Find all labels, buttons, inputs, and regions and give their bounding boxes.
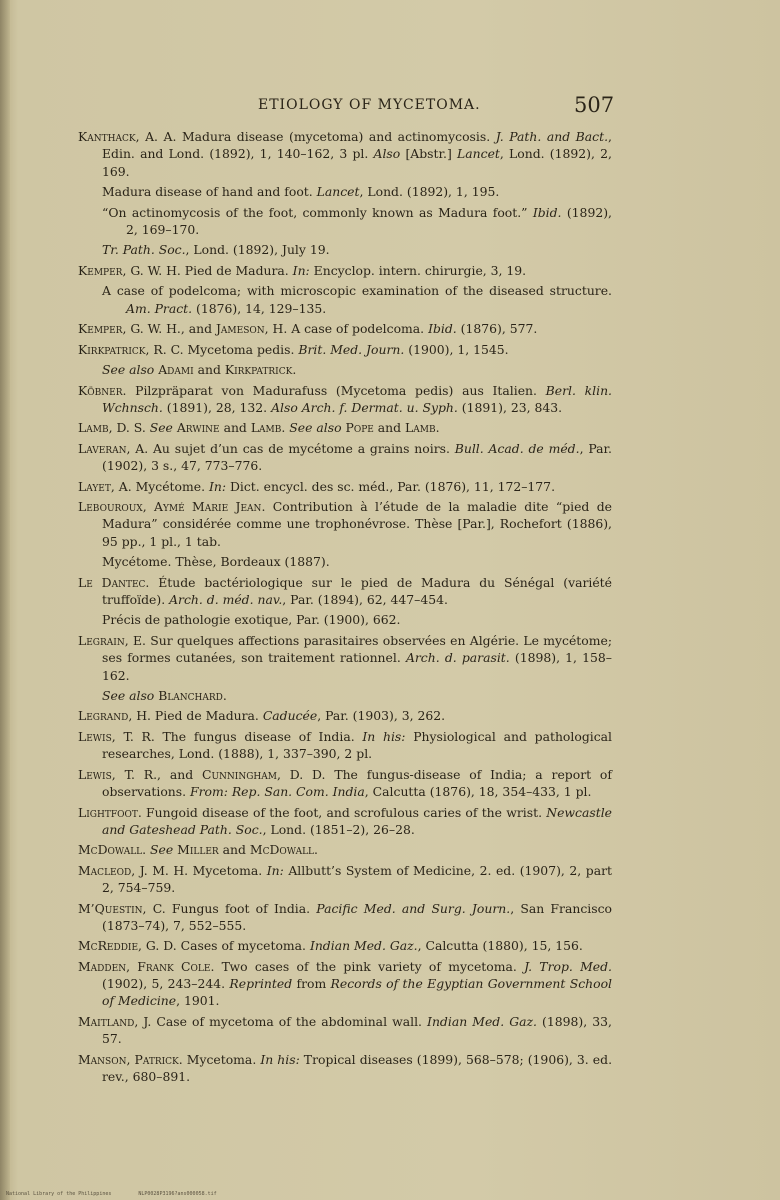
entry-text: Madura disease of hand and foot. xyxy=(102,184,317,200)
page-binding-edge xyxy=(0,0,10,1200)
bibliography-subentry xyxy=(102,183,612,200)
author-name: Lebouroux, Aymé Marie Jean xyxy=(78,499,262,515)
entry-text: , G. D. Cases of mycetoma. xyxy=(138,938,310,954)
italic-text: Lancet xyxy=(457,146,500,162)
bibliography-entry xyxy=(78,862,612,897)
italic-text: Also xyxy=(373,146,401,162)
author-name: McDowall xyxy=(249,842,315,858)
entry-text: Dict. encycl. des sc. méd., Par. (1876), 11, 172–177. xyxy=(226,478,556,494)
author-name: Lamb xyxy=(78,420,109,436)
bibliography-entry xyxy=(78,419,612,436)
author-name: Laveran xyxy=(78,440,127,456)
author-name: Lightfoot xyxy=(78,804,138,820)
italic-text: See xyxy=(149,420,173,436)
entry-text: , G. W. H. Pied de Madura. xyxy=(122,262,293,278)
entry-text: (1891), 23, 843. xyxy=(457,399,563,415)
entry-text: , A. Mycétome. xyxy=(110,478,209,494)
italic-text: Lancet xyxy=(316,184,360,200)
entry-text: A case of podelcoma; with microscopic examination of the diseased structure. xyxy=(102,283,612,299)
bibliography-entry xyxy=(78,728,612,763)
entry-text: Allbutt’s System of Medicine, 2. ed. (1907), 2, part 2, 754–759. xyxy=(102,862,612,896)
page-header xyxy=(0,93,780,117)
entry-text: , D. S. xyxy=(108,420,150,436)
entry-text: , Lond. (1892), 2, 169. xyxy=(102,146,612,179)
entry-text: , Lond. (1851–2), 26–28. xyxy=(262,821,415,837)
author-name: Kanthack xyxy=(78,129,136,144)
bibliography-subentry xyxy=(102,553,612,570)
bibliography-entry xyxy=(78,841,612,858)
author-name: Legrain xyxy=(78,632,125,648)
entry-text: , D. D. The fungus-disease of India; a report of observations. xyxy=(102,766,612,800)
entry-text: “On actinomycosis of the foot, commonly known as Madura foot.” xyxy=(102,204,533,220)
italic-text: Newcastle and Gateshead Path. Soc. xyxy=(102,804,612,837)
italic-text: In his: xyxy=(362,728,406,744)
bibliography-subentry xyxy=(102,611,612,628)
entry-text: . Mycetoma. xyxy=(178,1051,261,1067)
entry-text: (1891), 28, 132. xyxy=(162,399,272,415)
author-name: Cunningham xyxy=(201,766,277,782)
author-name: Blanchard xyxy=(158,687,223,703)
entry-text: Physiological and pathological researches, Lond. (1888), 1, 337–390, 2 pl. xyxy=(102,728,612,762)
author-name: Lamb xyxy=(405,420,436,436)
bibliography-entry xyxy=(78,478,612,495)
author-name: McDowall xyxy=(78,842,143,858)
entry-text: (1900), 1, 1545. xyxy=(404,341,509,357)
author-name: Kemper xyxy=(78,262,123,278)
bibliography-entry xyxy=(78,1051,612,1086)
bibliography-entry xyxy=(78,900,612,935)
entry-text: , 1901. xyxy=(176,993,220,1009)
entry-text: , T. R., and xyxy=(111,766,202,782)
footer-file-id: NLP0028P3196?ans000058.tif xyxy=(138,1191,217,1197)
entry-text: , T. R. The fungus disease of India. xyxy=(111,728,363,744)
bibliography-entry xyxy=(78,341,612,358)
author-name: Pope xyxy=(345,420,374,436)
entry-text: , E. Sur quelques affections parasitaires observées en Algérie. Le mycétome; ses formes cutanées, son traitement rationnel. xyxy=(102,632,612,666)
italic-text: Reprinted xyxy=(229,976,293,992)
author-name: Macleod xyxy=(78,862,132,878)
bibliography-subentry xyxy=(102,241,612,258)
entry-text: , A. Au sujet d’un cas de mycétome a grains noirs. xyxy=(126,440,455,456)
entry-text: (1892), 2, 169–170. xyxy=(126,204,612,237)
author-name: Lamb xyxy=(250,420,282,436)
entry-text: , G. W. H., and xyxy=(122,321,216,337)
author-name: Lewis xyxy=(78,728,112,744)
entry-text: , Calcutta (1880), 15, 156. xyxy=(417,938,583,954)
entry-text: . Étude bactériologique sur le pied de Madura du Sénégal (variété truffoïde). xyxy=(102,574,612,607)
entry-text: , J. M. H. Mycetoma. xyxy=(131,862,267,878)
italic-text: Also Arch. f. Dermat. u. Syph. xyxy=(271,399,458,415)
entry-text: (1898), 33, 57. xyxy=(102,1013,612,1047)
entry-text: , Par. (1902), 3 s., 47, 773–776. xyxy=(102,440,612,474)
author-name: Kirkpatrick xyxy=(224,362,293,378)
italic-text: See also xyxy=(289,420,342,436)
running-title: ETIOLOGY OF MYCETOMA. xyxy=(258,97,481,113)
entry-text: , Edin. and Lond. (1892), 1, 140–162, 3 pl. xyxy=(102,129,612,162)
author-name: Köbner xyxy=(78,382,123,398)
bibliography-entry xyxy=(78,262,612,279)
italic-text: From: Rep. San. Com. India xyxy=(190,784,365,800)
bibliography-entry xyxy=(78,320,612,337)
author-name: Layet xyxy=(78,478,111,494)
italic-text: Arch. d. parasit. xyxy=(405,650,510,666)
bibliography-entry xyxy=(78,937,612,954)
entry-text: , San Francisco (1873–74), 7, 552–555. xyxy=(102,900,612,933)
entry-text: , Par. (1903), 3, 262. xyxy=(317,708,446,724)
italic-text: In: xyxy=(292,262,310,278)
bibliography-subentry xyxy=(102,361,612,378)
bibliography-entry xyxy=(78,574,612,609)
italic-text: Berl. klin. Wchnsch. xyxy=(102,382,612,415)
bibliography-subentry xyxy=(102,204,612,239)
bibliography-entry xyxy=(78,498,612,550)
author-name: Kirkpatrick xyxy=(78,341,146,357)
entry-text: from xyxy=(292,976,331,992)
italic-text: Pacific Med. and Surg. Journ. xyxy=(316,900,511,916)
entry-text: . xyxy=(222,687,227,703)
bibliography-list xyxy=(78,128,612,1088)
italic-text: See also xyxy=(102,362,155,378)
bibliography-subentry xyxy=(102,687,612,704)
entry-text: Encyclop. intern. chirurgie, 3, 19. xyxy=(309,262,527,278)
bibliography-entry xyxy=(78,632,612,684)
italic-text: Arch. d. méd. nav. xyxy=(169,591,283,607)
entry-text: and xyxy=(219,420,251,436)
page-number: 507 xyxy=(574,93,615,117)
entry-text: . Pilzpräparat von Madurafuss (Mycetoma pedis) aus Italien. xyxy=(122,382,546,398)
entry-text: , Lond. (1892), July 19. xyxy=(185,242,330,258)
entry-text: , Par. (1894), 62, 447–454. xyxy=(282,591,448,607)
entry-text: and xyxy=(218,842,250,858)
footer-library: National Library of the Philippines xyxy=(6,1191,112,1197)
entry-text: , R. C. Mycetoma pedis. xyxy=(145,341,299,357)
entry-text: and xyxy=(373,420,406,436)
italic-text: In: xyxy=(208,478,227,494)
entry-text: . xyxy=(435,420,440,436)
author-name: McReddie xyxy=(78,938,139,954)
entry-text: Précis de pathologie exotique, Par. (1900), 662. xyxy=(102,612,401,628)
scan-footer xyxy=(6,1191,241,1197)
entry-text: , A. A. Madura disease (mycetoma) and actinomycosis. xyxy=(135,129,496,144)
bibliography-entry xyxy=(78,128,612,180)
bibliography-entry xyxy=(78,766,612,801)
entry-text: . xyxy=(142,842,151,858)
entry-text: (1902), 5, 243–244. xyxy=(102,976,230,992)
italic-text: Bull. Acad. de méd. xyxy=(454,440,580,456)
bibliography-entry xyxy=(78,707,612,724)
author-name: Madden, Frank Cole xyxy=(78,958,211,974)
entry-text: . Two cases of the pink variety of mycetoma. xyxy=(210,958,525,974)
entry-text: , J. Case of mycetoma of the abdominal wall. xyxy=(134,1013,428,1029)
entry-text: Mycétome. Thèse, Bordeaux (1887). xyxy=(102,554,330,570)
author-name: Adami xyxy=(158,362,194,378)
italic-text: Ibid. xyxy=(532,204,562,220)
bibliography-entry xyxy=(78,1013,612,1048)
entry-text: , H. Pied de Madura. xyxy=(128,708,263,724)
bibliography-subentry xyxy=(102,282,612,317)
italic-text: In: xyxy=(266,862,284,878)
entry-text: . xyxy=(281,420,290,436)
entry-text: . xyxy=(292,362,297,378)
author-name: Miller xyxy=(177,842,219,858)
bibliography-entry xyxy=(78,804,612,839)
italic-text: See also xyxy=(102,687,155,703)
italic-text: In his: xyxy=(260,1051,300,1067)
entry-text: , Calcutta (1876), 18, 354–433, 1 pl. xyxy=(364,784,592,800)
entry-text: , Lond. (1892), 1, 195. xyxy=(359,184,500,200)
italic-text: Caducée xyxy=(262,708,318,724)
author-name: Jameson xyxy=(215,321,265,337)
entry-text: . xyxy=(314,842,318,858)
italic-text: Am. Pract. xyxy=(126,300,193,316)
entry-text: [Abstr.] xyxy=(400,146,458,162)
author-name: Manson, Patrick xyxy=(78,1051,179,1067)
entry-text: . Contribution à l’étude de la maladie dite “pied de Madura” considérée comme une trophonévrose. Thèse [Par.], Rochefort (1886), 95 pp., 1 pl., 1 tab. xyxy=(102,499,612,549)
entry-text: (1898), 1, 158–162. xyxy=(102,650,612,683)
italic-text: Records of the Egyptian Government School of Medicine xyxy=(102,976,612,1009)
italic-text: Ibid. xyxy=(428,321,457,337)
entry-text: , H. A case of podelcoma. xyxy=(264,321,429,337)
author-name: Arwine xyxy=(176,420,220,436)
bibliography-entry xyxy=(78,440,612,475)
italic-text: Indian Med. Gaz. xyxy=(427,1013,537,1029)
bibliography-entry xyxy=(78,958,612,1010)
author-name: M’Questin xyxy=(78,900,143,916)
italic-text: See xyxy=(150,842,174,858)
italic-text: Indian Med. Gaz. xyxy=(309,938,418,954)
italic-text: Brit. Med. Journ. xyxy=(298,341,405,357)
entry-text: and xyxy=(193,362,225,378)
author-name: Legrand xyxy=(78,708,129,724)
italic-text: J. Trop. Med. xyxy=(524,958,612,974)
entry-text: . Fungoid disease of the foot, and scrofulous caries of the wrist. xyxy=(137,804,547,820)
entry-text: (1876), 14, 129–135. xyxy=(192,300,327,316)
author-name: Lewis xyxy=(78,766,112,782)
bibliography-entry xyxy=(78,382,612,417)
entry-text: Tropical diseases (1899), 568–578; (1906), 3. ed. rev., 680–891. xyxy=(102,1051,613,1084)
author-name: Le Dantec xyxy=(78,574,146,590)
entry-text: (1876), 577. xyxy=(456,321,538,337)
author-name: Maitland xyxy=(78,1013,135,1029)
italic-text: Tr. Path. Soc. xyxy=(102,242,186,258)
italic-text: J. Path. and Bact. xyxy=(495,129,609,144)
author-name: Kemper xyxy=(78,321,123,337)
entry-text: , C. Fungus foot of India. xyxy=(142,900,317,916)
